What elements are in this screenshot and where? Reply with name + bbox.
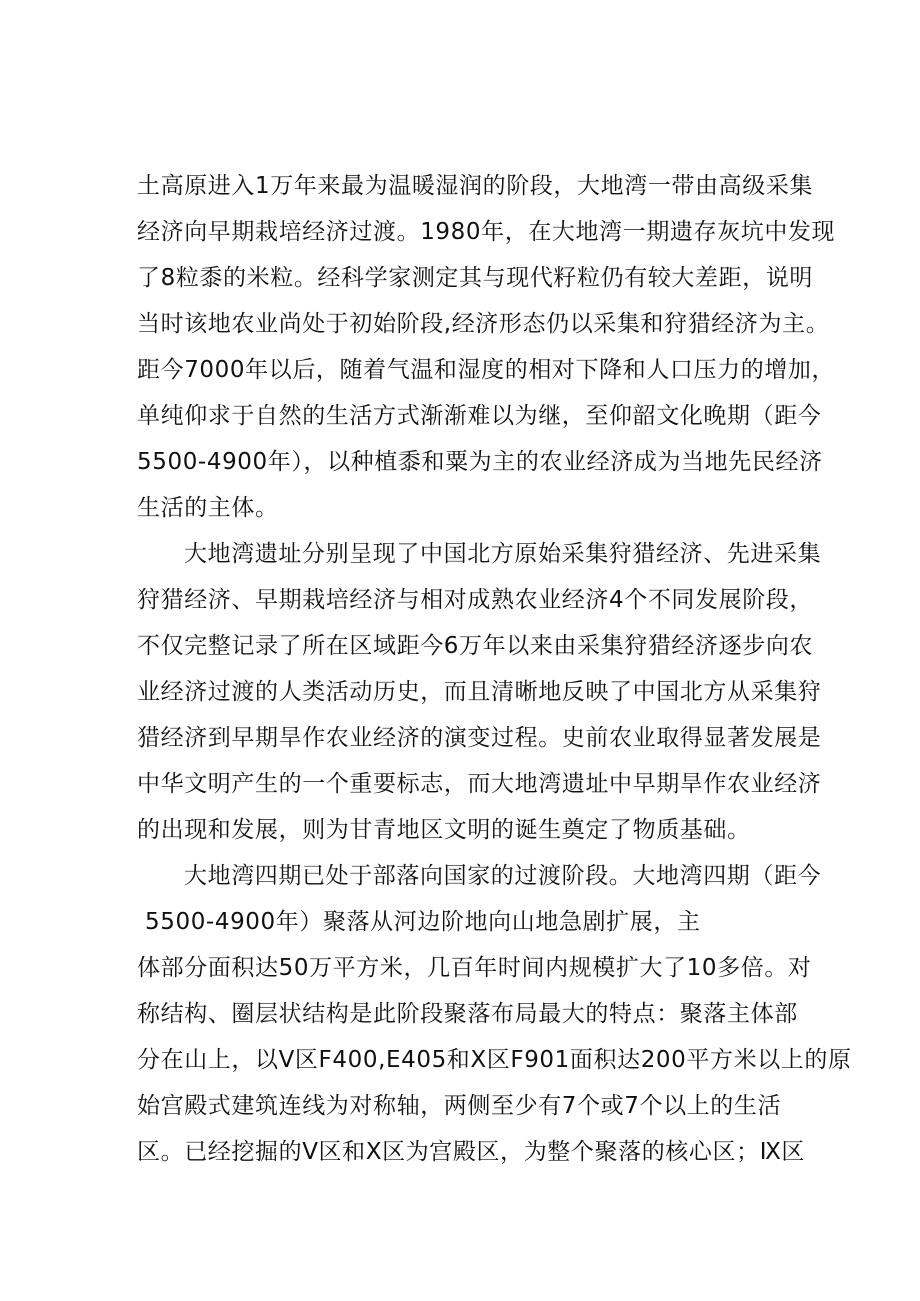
text-line: 5500-4900年），以种植黍和粟为主的农业经济成为当地先民经济 bbox=[137, 449, 823, 475]
paragraph-first-line: 大地湾四期已处于部落向国家的过渡阶段。大地湾四期（距今 bbox=[184, 863, 822, 889]
text-line: 的出现和发展，则为甘青地区文明的诞生奠定了物质基础。 bbox=[137, 817, 751, 843]
text-line: 狩猎经济、早期栽培经济与相对成熟农业经济4个不同发展阶段， bbox=[137, 587, 814, 613]
text-line: 生活的主体。 bbox=[137, 495, 279, 521]
text-line: 单纯仰求于自然的生活方式渐渐难以为继，至仰韶文化晚期（距今 bbox=[137, 403, 822, 429]
text-line: 不仅完整记录了所在区域距今6万年以来由采集狩猎经济逐步向农 bbox=[137, 633, 814, 659]
text-line: 中华文明产生的一个重要标志，而大地湾遗址中早期旱作农业经济 bbox=[137, 771, 822, 797]
text-line: 称结构、圈层状结构是此阶段聚落布局最大的特点：聚落主体部 bbox=[137, 1001, 798, 1027]
text-line: 分在山上，以Ⅴ区F400,E405和Ⅹ区F901面积达200平方米以上的原 bbox=[137, 1047, 852, 1073]
text-line: 猎经济到早期旱作农业经济的演变过程。史前农业取得显著发展是 bbox=[137, 725, 822, 751]
text-line: 业经济过渡的人类活动历史，而且清晰地反映了中国北方从采集狩 bbox=[137, 679, 822, 705]
paragraph-first-line: 大地湾遗址分别呈现了中国北方原始采集狩猎经济、先进采集 bbox=[184, 541, 822, 567]
text-line: 土高原进入1万年来最为温暖湿润的阶段，大地湾一带由高级采集 bbox=[137, 173, 814, 199]
text-line: 始宫殿式建筑连线为对称轴，两侧至少有7个或7个以上的生活 bbox=[137, 1093, 782, 1119]
text-line: 距今7000年以后，随着气温和湿度的相对下降和人口压力的增加， bbox=[137, 357, 836, 383]
text-line: 体部分面积达50万平方米，几百年时间内规模扩大了10多倍。对 bbox=[137, 955, 812, 981]
text-line: 经济向早期栽培经济过渡。1980年，在大地湾一期遗存灰坑中发现 bbox=[137, 219, 836, 245]
text-line: 区。已经挖掘的Ⅴ区和Ⅹ区为宫殿区，为整个聚落的核心区；Ⅸ区 bbox=[137, 1139, 805, 1165]
text-line: 当时该地农业尚处于初始阶段,经济形态仍以采集和狩猎经济为主。 bbox=[137, 311, 830, 337]
text-line: 了8粒黍的米粒。经科学家测定其与现代籽粒仍有较大差距，说明 bbox=[137, 265, 814, 291]
text-line: 5500-4900年）聚落从河边阶地向山地急剧扩展，主 bbox=[145, 909, 701, 935]
